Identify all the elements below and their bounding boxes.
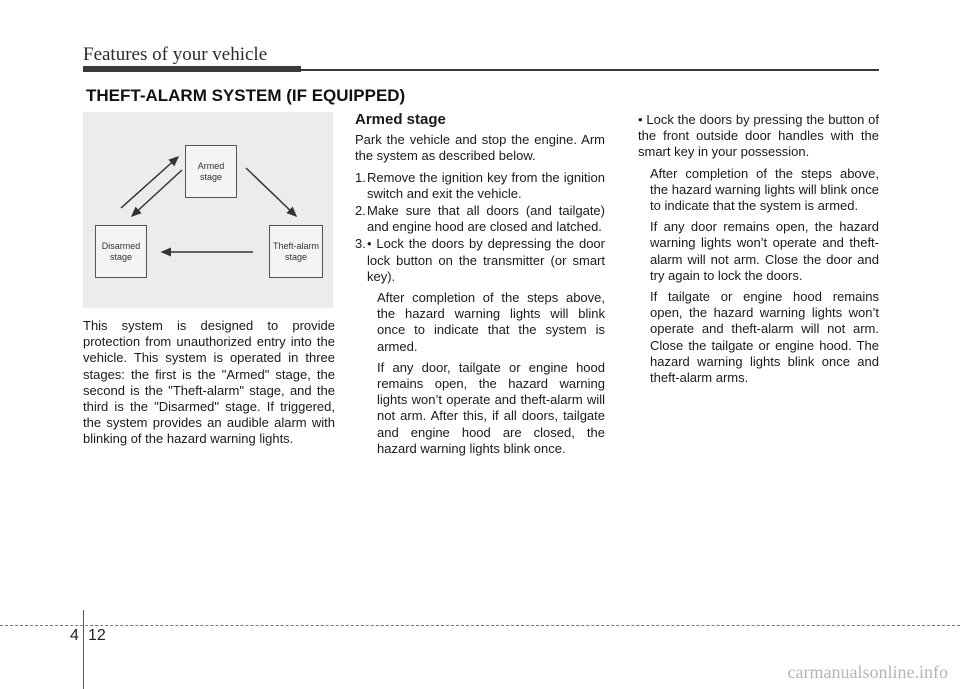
armed-intro: Park the vehicle and stop the engine. Arm the system as described below. <box>355 132 605 164</box>
armed-stage-label: Armed stage <box>197 160 225 182</box>
step-text: • Lock the doors by depressing the door lock button on the transmitter (or smart key). <box>367 236 605 284</box>
theft-alarm-stage-label: Theft-alarm stage <box>272 240 319 262</box>
step-item <box>355 236 605 285</box>
arrow-armed-to-disarmed <box>132 170 182 216</box>
smart-key-bullet: • Lock the doors by pressing the button of the front outside door handles with the smart key in your possession. <box>638 112 879 160</box>
right-tailgate-paragraph: If tailgate or engine hood remains open, the hazard warning lights won’t operate and theft-alarm will not arm. Close the tailgate or engine hood. The hazard warning lights blink once and theft-alarm arms. <box>650 289 879 386</box>
right-door-open-paragraph: If any door remains open, the hazard warning lights won’t operate and theft-alarm will not arm. Close the door and try again to lock the doors. <box>650 219 879 283</box>
armed-stage-box <box>185 145 237 198</box>
stage-diagram <box>83 112 333 308</box>
page-number: 12 <box>88 627 106 644</box>
theft-alarm-stage-box <box>269 225 323 278</box>
step-number: 3. <box>355 236 366 252</box>
stage-arrows <box>83 112 333 308</box>
disarmed-stage-label: Disarmed stage <box>101 240 141 262</box>
header-rule-thin <box>301 69 879 71</box>
section-title: THEFT-ALARM SYSTEM (IF EQUIPPED) <box>86 86 406 105</box>
arrow-armed-to-theft <box>246 168 296 216</box>
header-rule-thick <box>83 66 301 72</box>
right-column <box>638 112 879 386</box>
armed-confirm-paragraph: After completion of the steps above, the hazard warning lights will blink once to indicate that the system is armed. <box>377 290 605 354</box>
step-item <box>355 203 605 235</box>
left-column <box>83 318 335 448</box>
chapter-number: 4 <box>70 627 79 644</box>
step-text: Remove the ignition key from the ignition switch and exit the vehicle. <box>367 169 605 201</box>
disarmed-stage-box <box>95 225 147 278</box>
step-number: 1. <box>355 169 366 185</box>
header-title: Features of your vehicle <box>83 44 268 65</box>
watermark: carmanualsonline.info <box>787 662 948 682</box>
step-text: Make sure that all doors (and tailgate) and engine hood are closed and latched. <box>367 203 605 235</box>
right-confirm-paragraph: After completion of the steps above, the hazard warning lights will blink once to indicate that the system is armed. <box>650 165 879 214</box>
step-item <box>355 170 605 202</box>
middle-column <box>355 112 605 457</box>
armed-open-door-paragraph: If any door, tailgate or engine hood remains open, the hazard warning lights won’t operate and theft-alarm will not arm. After this, if all doors, tailgate and engine hood are closed, the hazard warning lights blink once. <box>377 359 605 456</box>
armed-stage-heading: Armed stage <box>355 111 446 128</box>
step-number: 2. <box>355 203 366 219</box>
footer-vertical-rule <box>83 610 84 689</box>
intro-paragraph: This system is designed to provide protection from unauthorized entry into the vehicle. This system is operated in three stages: the first is the "Armed" stage, the second is the "Theft-alarm" stage, and the third is the "Disarmed" stage. If triggered, the system provides an audible alarm with blinking of the hazard warning lights. <box>83 318 335 447</box>
footer-dashed-rule <box>0 625 960 626</box>
